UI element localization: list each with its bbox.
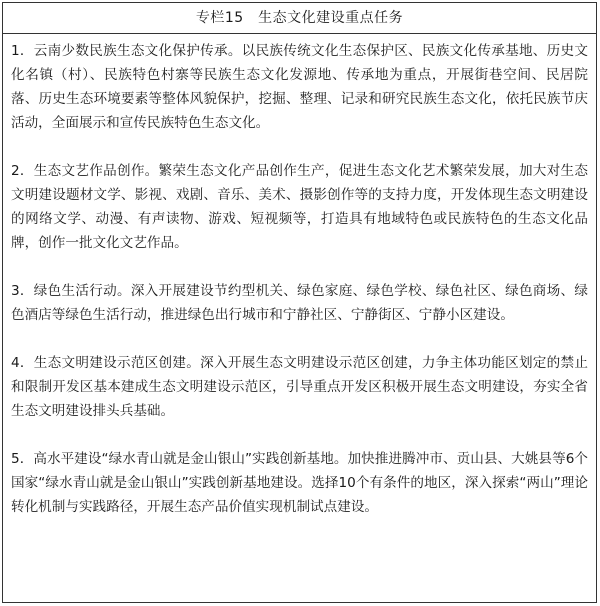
task-item-5: 5．高水平建设“绿水青山就是金山银山”实践创新基地。加快推进腾冲市、贡山县、大姚县等6个国家“绿水青山就是金山银山”实践创新基地建设。选择10个有条件的地区，深入探索“两山”理论转化机制与实践路径，开展生态产品价值实现机制试点建设。 — [11, 451, 588, 515]
task-item-3: 3．绿色生活行动。深入开展建设节约型机关、绿色家庭、绿色学校、绿色社区、绿色商场、绿色酒店等绿色生活行动，推进绿色出行城市和宁静社区、宁静街区、宁静小区建设。 — [11, 283, 588, 323]
task-item-4: 4．生态文明建设示范区创建。深入开展生态文明建设示范区创建，力争主体功能区划定的禁止和限制开发区基本建成生态文明建设示范区，引导重点开发区积极开展生态文明建设，夯实全省生态文明建设排头兵基础。 — [11, 355, 588, 419]
box-title: 专栏15 生态文化建设重点任务 — [3, 3, 596, 34]
task-box — [2, 2, 597, 603]
spacer — [11, 255, 588, 279]
spacer — [11, 135, 588, 159]
spacer — [11, 423, 588, 447]
task-item-2: 2．生态文艺作品创作。繁荣生态文化产品创作生产，促进生态文化艺术繁荣发展，加大对生态文明建设题材文学、影视、戏剧、音乐、美术、摄影创作等的支持力度，开发体现生态文明建设的网络文学、动漫、有声读物、游戏、短视频等，打造具有地域特色或民族特色的生态文化品牌，创作一批文化文艺作品。 — [11, 163, 588, 251]
task-list — [3, 34, 596, 519]
task-item-1: 1．云南少数民族生态文化保护传承。以民族传统文化生态保护区、民族文化传承基地、历史文化名镇（村）、民族特色村寨等民族生态文化发源地、传承地为重点，开展街巷空间、民居院落、历史生态环境要素等整体风貌保护，挖掘、整理、记录和研究民族生态文化，依托民族节庆活动，全面展示和宣传民族特色生态文化。 — [11, 43, 588, 131]
spacer — [11, 327, 588, 351]
